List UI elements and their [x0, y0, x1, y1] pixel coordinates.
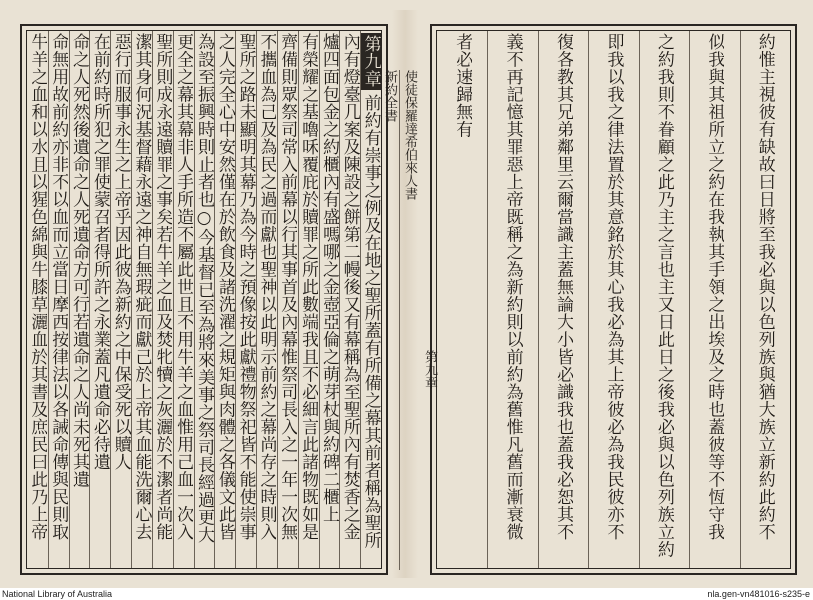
left-text-column [152, 33, 172, 566]
column-rule [277, 31, 278, 568]
column-rule [319, 31, 320, 568]
left-text-line: 內有燈臺几案及陳設之餅第二幔後又有幕稱為至聖所內有焚香之金 [339, 33, 360, 541]
book-title-left: 新約全書 [382, 70, 397, 122]
left-text-column [236, 33, 256, 566]
column-rule [173, 31, 174, 568]
left-text-column [361, 33, 381, 566]
column-rule [639, 31, 640, 568]
left-text-column [298, 33, 318, 566]
left-text-line: 有榮耀之基嚕咊覆庇於贖罪之所此數端我且不必細言此諸物既如是 [298, 33, 319, 541]
left-text-column [277, 33, 297, 566]
center-margin-labels [380, 70, 438, 570]
left-page [20, 24, 388, 575]
left-text-column [69, 33, 89, 566]
left-text-line: 聖所之路未顯明其幕乃為今時之預像按此獻禮物祭祀皆不能使崇事 [235, 33, 256, 541]
right-page [430, 24, 797, 575]
left-text-column [173, 33, 193, 566]
column-rule [131, 31, 132, 568]
left-text-line: 不攜血為己及為民之過而獻也聖神以此明示前約之幕尚存之時則入 [256, 33, 277, 541]
right-text-column [553, 33, 573, 566]
right-text-line: 似我與其祖所立之約在我執其手領之出埃及之時也蓋彼等不恆守我 [704, 33, 725, 541]
left-text-column [111, 33, 131, 566]
right-text-line: 約惟主視彼有缺故曰日將至我必與以色列族與猶大族立新約此約不 [754, 33, 775, 541]
left-text-line: 牛羊之血和以水且以猩色綿與牛膝草灑血於其書及庶民曰此乃上帝 [27, 33, 48, 541]
left-text-column [48, 33, 68, 566]
left-text-column [194, 33, 214, 566]
image-identifier: nla.gen-vn481016-s235-e [707, 589, 810, 599]
left-text-column [340, 33, 360, 566]
right-page-text-frame [436, 30, 791, 569]
column-rule [538, 31, 539, 568]
left-text-line: 潔其身何況基督藉永遠之神自無瑕疵而獻己於上帝其血能洗爾心去 [131, 33, 152, 541]
chapter-heading: 第九章 [360, 35, 381, 88]
left-text-column [132, 33, 152, 566]
column-rule [689, 31, 690, 568]
column-rule [89, 31, 90, 568]
column-rule [48, 31, 49, 568]
left-text-line: 聖所則成永遠贖罪之事矣若牛羊之血及焚牝犢之灰灑於不潔者尚能 [152, 33, 173, 541]
column-rule [339, 31, 340, 568]
column-rule [214, 31, 215, 568]
left-text-column [27, 33, 47, 566]
right-text-line: 復各教其兄弟鄰里云爾當識主蓋無論大小皆必識我也蓋我必恕其不 [553, 33, 574, 541]
left-text-column [90, 33, 110, 566]
column-rule [152, 31, 153, 568]
column-rule [110, 31, 111, 568]
left-text-line: 爐四面包金之約櫃內有盛嗎哪之金壺亞倫之萌芽杖與約碑二櫃上 [318, 33, 339, 523]
right-text-line: 者必速歸無有 [452, 33, 473, 138]
left-text-column [215, 33, 235, 566]
right-text-line: 義不再記憶其罪惡上帝既稱之為新約則以前約為舊惟凡舊而漸衰微 [502, 33, 523, 541]
right-text-column [704, 33, 724, 566]
column-rule [487, 31, 488, 568]
left-text-line: 命之人死然後遺命之人死遺命方可行若遺命之人尚未死其遺 [69, 33, 90, 488]
column-rule [235, 31, 236, 568]
column-rule [740, 31, 741, 568]
left-text-line: 齊備則眾祭司常入前幕以行其事首及內幕惟祭司長入之一年一次無 [277, 33, 298, 541]
right-text-column [654, 33, 674, 566]
left-text-line: 前約有崇事之例及在地之聖所蓋有所備之幕其前者稱為聖所 [360, 93, 381, 549]
left-page-text-frame [26, 30, 382, 569]
right-text-column [604, 33, 624, 566]
right-text-column [452, 33, 472, 566]
left-text-line: 命無用故前約亦非不以血而立當日摩西按律法以各誡命傳與民則取 [48, 33, 69, 541]
right-text-line: 之約我則不眷顧之此乃主之言也主又日此日之後我必與以色列族立約 [653, 33, 674, 558]
left-text-column [319, 33, 339, 566]
left-text-line: 之人完全心中安然僅在於飲食及諸洗濯之規矩與肉體之各儀文此皆 [214, 33, 235, 541]
epistle-title-left: 使徒保羅達希伯來人書 [402, 70, 417, 200]
chapter-label-left: 第九章 [422, 350, 437, 389]
left-text-line: 惡行而服事永生之上帝乎因此彼為新約之中保受死以贖人 [110, 33, 131, 471]
column-rule [298, 31, 299, 568]
column-rule [360, 31, 361, 568]
left-text-line: 更全之幕其幕非人手所造不屬此世且不用牛羊之血惟用己血一次入 [173, 33, 194, 541]
column-rule [194, 31, 195, 568]
right-text-line: 即我以我之律法置於其意銘於其心我必為其上帝彼必為我民彼亦不 [603, 33, 624, 541]
library-credit: National Library of Australia [2, 589, 113, 599]
column-rule [588, 31, 589, 568]
column-rule [69, 31, 70, 568]
right-text-column [755, 33, 775, 566]
left-text-line: 為設至振興時則止者也○今基督已至為將來美事之祭司長經過更大 [194, 33, 214, 544]
left-text-column [256, 33, 276, 566]
column-rule [256, 31, 257, 568]
left-text-line: 在前約時所犯之罪使蒙召者得所許之永業蓋凡遺命必待遺 [89, 33, 110, 471]
right-text-column [503, 33, 523, 566]
footer-bar [0, 588, 813, 600]
